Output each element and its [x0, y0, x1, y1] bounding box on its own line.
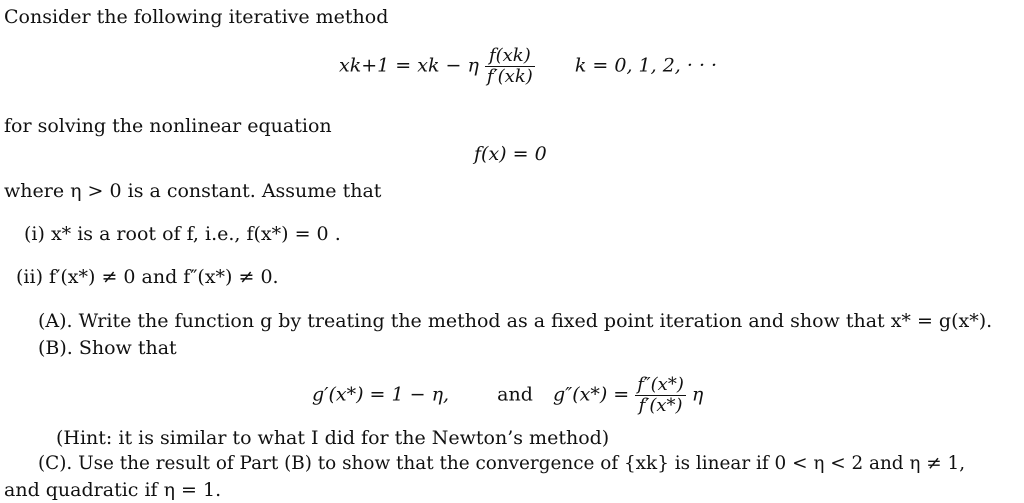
iteration-lhs: xk+1 = xk − η: [339, 54, 479, 77]
part-a: (A). Write the function g by treating the method as a fixed point iteration and show that x* = g(x*).: [38, 310, 993, 332]
part-c-line-1: (C). Use the result of Part (B) to show that the convergence of {xk} is linear if 0 < η < 2 and η ≠ 1,: [38, 453, 966, 474]
hint-text: (Hint: it is similar to what I did for the Newton’s method): [56, 427, 610, 449]
iteration-fraction-denominator: f′(xk): [486, 66, 533, 87]
iteration-fraction-numerator: f(xk): [485, 46, 535, 67]
derivative-fraction: [635, 375, 686, 416]
derivative-fraction-numerator: f″(x*): [637, 374, 684, 395]
assumption-i: (i) x* is a root of f, i.e., f(x*) = 0 .: [24, 223, 341, 245]
iteration-equation: [339, 46, 717, 87]
solving-text: for solving the nonlinear equation: [4, 115, 332, 137]
derivative-fraction-denominator: f′(x*): [638, 395, 683, 416]
derivative-and: and: [497, 383, 533, 406]
derivative-right-lhs: g″(x*) =: [552, 383, 630, 406]
intro-text: Consider the following iterative method: [4, 6, 389, 28]
derivative-equation: [312, 375, 703, 416]
where-text: where η > 0 is a constant. Assume that: [4, 180, 382, 202]
iteration-fraction: [485, 46, 535, 87]
part-b: (B). Show that: [38, 337, 177, 359]
derivative-right-tail: η: [691, 383, 704, 406]
part-c-line-2: and quadratic if η = 1.: [4, 479, 222, 501]
nonlinear-equation: f(x) = 0: [474, 143, 547, 165]
assumption-ii: (ii) f′(x*) ≠ 0 and f″(x*) ≠ 0.: [16, 266, 279, 288]
derivative-left: g′(x*) = 1 − η,: [312, 383, 450, 406]
iteration-index: k = 0, 1, 2, · · ·: [574, 54, 718, 77]
